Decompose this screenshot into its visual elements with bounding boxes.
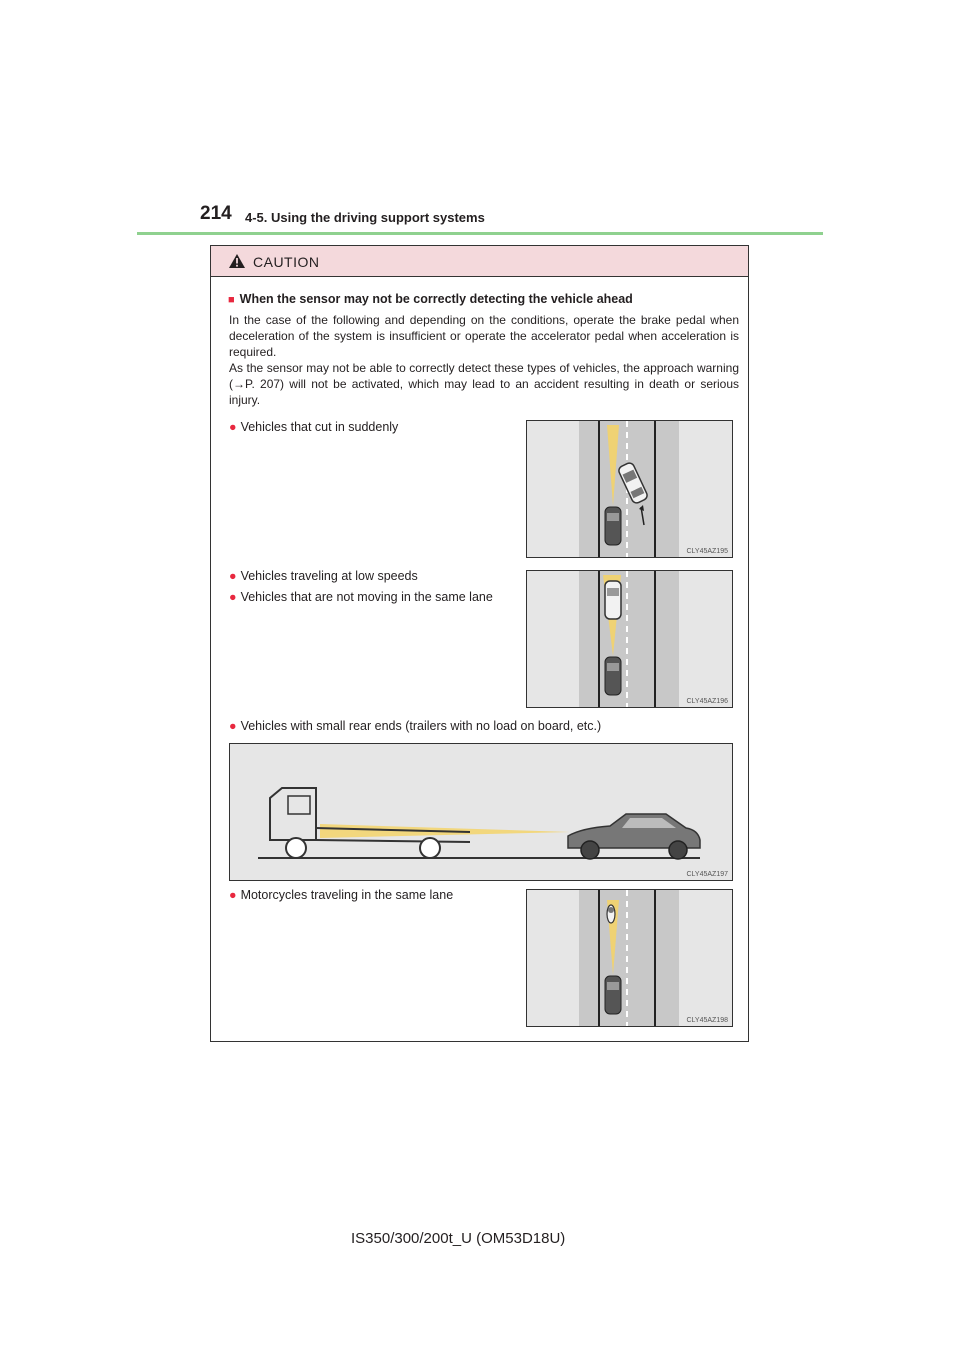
- caution-header: [211, 246, 748, 277]
- footer-model: IS350/300/200t_U (OM53D18U): [351, 1230, 566, 1247]
- figure-code-1: CLY45AZ195: [686, 548, 728, 555]
- figure-motorcycle: [526, 889, 733, 1027]
- bullet-dot-icon: ●: [229, 719, 237, 733]
- bullet-dot-icon: ●: [229, 569, 237, 583]
- motorcycle-illustration: [527, 890, 732, 1026]
- caution-title: CAUTION: [253, 254, 320, 270]
- cut-in-illustration: [527, 421, 732, 557]
- bullet-low-speed: ● Vehicles traveling at low speeds: [229, 569, 418, 583]
- figure-code-4: CLY45AZ198: [686, 1017, 728, 1024]
- figure-trailer: [229, 743, 733, 881]
- caution-box: [210, 245, 749, 1042]
- bullet-dot-icon: ●: [229, 420, 237, 434]
- warning-triangle-icon: [228, 253, 246, 269]
- subhead-text: When the sensor may not be correctly detecting the vehicle ahead: [239, 292, 633, 306]
- square-bullet-icon: ■: [228, 294, 235, 306]
- figure-code-2: CLY45AZ196: [686, 698, 728, 705]
- trailer-illustration: [230, 744, 732, 880]
- bullet-motorcycle: ● Motorcycles traveling in the same lane: [229, 888, 454, 902]
- low-speed-illustration: [527, 571, 732, 707]
- bullet-dot-icon: ●: [229, 888, 237, 902]
- paragraph-approach-warning: As the sensor may not be able to correctly detect these types of vehicles, the approach warning (→P. 207) will not be activated, which may lead to an accident resulting in death or serious injury.: [229, 361, 739, 407]
- paragraph-deceleration: In the case of the following and depending on the conditions, operate the brake pedal when deceleration of the system is insufficient or operate the accelerator pedal when acceleration is required.: [229, 313, 739, 359]
- bullet-dot-icon: ●: [229, 590, 237, 604]
- bullet-not-same-lane: ● Vehicles that are not moving in the same lane: [229, 590, 493, 604]
- bullet-cut-in: ● Vehicles that cut in suddenly: [229, 420, 399, 434]
- section-title: 4-5. Using the driving support systems: [245, 210, 485, 225]
- caution-subhead: [228, 292, 633, 306]
- figure-cut-in: [526, 420, 733, 558]
- page-number: 214: [200, 203, 232, 224]
- figure-low-speed: [526, 570, 733, 708]
- figure-code-3: CLY45AZ197: [686, 871, 728, 878]
- header-rule: [137, 232, 823, 235]
- bullet-small-rear: ● Vehicles with small rear ends (trailers with no load on board, etc.): [229, 719, 602, 733]
